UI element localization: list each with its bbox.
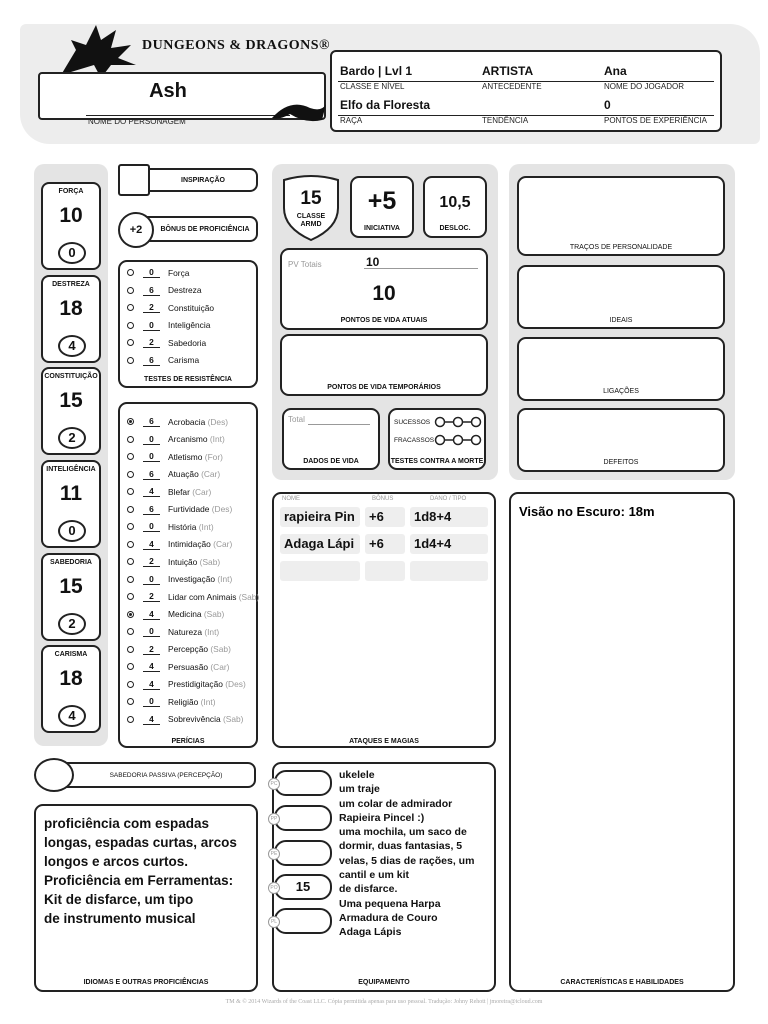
- hit-dice-label: DADOS DE VIDA: [303, 458, 359, 465]
- coin-field[interactable]: [274, 805, 332, 831]
- logo-text: DUNGEONS & DRAGONS®: [142, 38, 330, 53]
- proficiency-dot[interactable]: [127, 269, 134, 276]
- proficiency-dot[interactable]: [127, 628, 134, 635]
- personality-traits-label: TRAÇOS DE PERSONALIDADE: [569, 244, 673, 251]
- death-success-checkboxes[interactable]: [434, 415, 482, 427]
- skill-row[interactable]: [118, 466, 220, 483]
- proficiency-dot[interactable]: [127, 611, 134, 618]
- saving-throw-row[interactable]: [118, 264, 189, 281]
- proficiency-dot[interactable]: [127, 304, 134, 311]
- equipment-line: de disfarce.: [339, 883, 398, 896]
- ability-modifier[interactable]: 2: [58, 613, 86, 635]
- skill-value[interactable]: 6: [143, 504, 160, 515]
- skill-value[interactable]: 4: [143, 714, 160, 725]
- ability-score[interactable]: 18: [59, 667, 83, 690]
- equipment-line: ukelele: [339, 769, 375, 781]
- death-success-label: SUCESSOS: [394, 419, 431, 426]
- player-name-value[interactable]: Ana: [604, 64, 627, 78]
- equipment-line: um traje: [339, 783, 380, 796]
- attack-name-field[interactable]: [280, 561, 360, 581]
- skill-row[interactable]: [118, 448, 223, 465]
- skill-name: Religião: [168, 696, 199, 707]
- skills-title: PERÍCIAS: [171, 738, 205, 745]
- skill-attr: (Sab): [222, 714, 244, 724]
- equipment-line: dormir, duas fantasias, 5: [339, 840, 463, 853]
- proficiency-bonus-label: BÔNUS DE PROFICIÊNCIA: [160, 226, 250, 233]
- skill-attr: (Des): [211, 504, 233, 514]
- skill-name: Persuasão: [168, 661, 209, 672]
- proficiency-dot[interactable]: [127, 576, 134, 583]
- skill-value[interactable]: 0: [143, 696, 160, 707]
- saving-throw-row[interactable]: [118, 282, 202, 299]
- skill-name: Intuição: [168, 556, 198, 567]
- coin-field[interactable]: [274, 770, 332, 796]
- saving-throw-row[interactable]: [118, 299, 214, 316]
- initiative-value[interactable]: +5: [367, 187, 397, 215]
- ability-charisma: [41, 645, 101, 733]
- equipment-line: velas, 5 dias de rações, um: [339, 854, 475, 867]
- proficiency-dot[interactable]: [127, 488, 134, 495]
- skills-list: [118, 413, 258, 731]
- proficiency-dot[interactable]: [127, 322, 134, 329]
- skill-value[interactable]: 6: [143, 416, 160, 427]
- ability-modifier[interactable]: 4: [58, 335, 86, 357]
- attack-name-field[interactable]: Adaga Lápi: [280, 534, 360, 554]
- proficiency-dot[interactable]: [127, 357, 134, 364]
- attack-damage-field[interactable]: 1d4+4: [410, 534, 488, 554]
- attacks-box: [272, 492, 496, 748]
- attack-damage-field[interactable]: [410, 561, 488, 581]
- equipment-line: uma mochila, um saco de: [339, 826, 467, 839]
- saving-throw-value[interactable]: 6: [143, 285, 160, 296]
- alignment-label: TENDÊNCIA: [482, 116, 529, 125]
- ability-modifier[interactable]: 2: [58, 427, 86, 449]
- proficiencies-line: de instrumento musical: [44, 911, 196, 926]
- saving-throw-row[interactable]: [118, 352, 199, 369]
- skill-value[interactable]: 4: [143, 539, 160, 550]
- saving-throw-row[interactable]: [118, 317, 210, 334]
- skill-name: Arcanismo: [168, 434, 208, 444]
- skill-attr: (Sab): [203, 609, 225, 619]
- saving-throws-list: [118, 264, 258, 370]
- attack-col-name: NOME: [282, 496, 300, 502]
- skill-name: Percepção: [168, 644, 209, 654]
- saving-throws-title: TESTES DE RESISTÊNCIA: [144, 376, 232, 383]
- proficiency-dot[interactable]: [127, 646, 134, 653]
- background-label: ANTECEDENTE: [482, 82, 542, 91]
- skill-row[interactable]: [118, 536, 232, 553]
- skill-row[interactable]: [118, 693, 215, 710]
- skill-name: Sobrevivência: [168, 714, 221, 724]
- coin-label: PO: [268, 882, 280, 894]
- skill-value[interactable]: 0: [143, 521, 160, 532]
- skill-row[interactable]: [118, 483, 211, 500]
- saving-throw-value[interactable]: 2: [143, 302, 160, 313]
- skill-name: Natureza: [168, 626, 202, 637]
- skill-name: Blefar: [168, 486, 190, 497]
- skill-name: Investigação: [168, 574, 216, 584]
- ability-name: FORÇA: [58, 188, 84, 195]
- skill-row[interactable]: [118, 658, 229, 675]
- skill-value[interactable]: 2: [143, 591, 160, 602]
- skill-attr: (Sab): [199, 556, 221, 567]
- proficiencies-line: longas, espadas curtas, arcos: [44, 835, 237, 850]
- death-fail-checkboxes[interactable]: [434, 433, 482, 445]
- saving-throw-value[interactable]: 0: [143, 320, 160, 331]
- proficiency-dot[interactable]: [127, 698, 134, 705]
- skill-name: Acrobacia: [168, 416, 206, 427]
- skill-attr: (Car): [213, 539, 233, 549]
- ability-intelligence: [41, 460, 101, 548]
- proficiencies-line: Kit de disfarce, um tipo: [44, 892, 194, 907]
- skill-attr: (Des): [225, 679, 246, 689]
- proficiency-dot[interactable]: [127, 716, 134, 723]
- proficiency-dot[interactable]: [127, 436, 134, 443]
- ability-modifier[interactable]: 0: [58, 242, 86, 264]
- features-text[interactable]: Visão no Escuro: 18m: [519, 504, 655, 519]
- ability-score[interactable]: 11: [59, 482, 83, 505]
- proficiencies-text[interactable]: [44, 814, 237, 928]
- speed-label: DESLOC.: [439, 225, 471, 232]
- ability-constitution: [41, 367, 101, 455]
- skill-attr: (Int): [204, 626, 220, 637]
- skill-attr: (Int): [198, 521, 214, 532]
- ability-name: DESTREZA: [52, 281, 90, 288]
- hit-dice-total-line: [308, 424, 370, 425]
- skill-attr: (Int): [200, 696, 216, 707]
- ability-name: SABEDORIA: [49, 559, 92, 566]
- skill-row[interactable]: [118, 413, 228, 430]
- hit-dice-total-label: Total: [288, 415, 305, 424]
- skill-attr: (Car): [192, 486, 212, 497]
- proficiency-dot[interactable]: [127, 593, 134, 600]
- equipment-line: Armadura de Couro: [339, 911, 438, 924]
- skill-value[interactable]: 2: [143, 644, 160, 655]
- bonds-label: LIGAÇÕES: [603, 388, 639, 395]
- coin-label: PL: [268, 916, 280, 928]
- skill-value[interactable]: 2: [143, 556, 160, 567]
- hp-current-label: PONTOS DE VIDA ATUAIS: [340, 317, 428, 324]
- saving-throw-name: Carisma: [168, 355, 200, 365]
- attack-bonus-field[interactable]: +6: [365, 534, 405, 554]
- ability-dexterity: [41, 275, 101, 363]
- skill-name: Atuação: [168, 469, 199, 479]
- armor-class-label: CLASSE ARMD: [296, 213, 326, 228]
- class-level-label: CLASSE E NÍVEL: [340, 82, 405, 91]
- proficiency-dot[interactable]: [127, 681, 134, 688]
- skill-row[interactable]: [118, 623, 219, 640]
- skill-value[interactable]: 0: [143, 434, 160, 445]
- coins-column: [268, 770, 338, 940]
- xp-label: PONTOS DE EXPERIÊNCIA: [604, 116, 707, 125]
- class-level-value[interactable]: Bardo | Lvl 1: [340, 64, 413, 78]
- proficiencies-line: Proficiência em Ferramentas:: [44, 873, 234, 888]
- race-value[interactable]: Elfo da Floresta: [340, 98, 431, 112]
- skill-attr: (Des): [207, 416, 229, 427]
- equipment-line: Uma pequena Harpa: [339, 897, 441, 910]
- skill-row[interactable]: [118, 606, 224, 623]
- ideals-label: IDEAIS: [609, 317, 633, 324]
- character-name-line: [86, 115, 290, 116]
- skill-value[interactable]: 0: [143, 574, 160, 585]
- skill-attr: (Car): [201, 469, 221, 479]
- saving-throw-name: Inteligência: [168, 320, 211, 330]
- skill-value[interactable]: 4: [143, 609, 160, 620]
- equipment-line: um colar de admirador: [339, 797, 453, 810]
- skill-row[interactable]: [118, 518, 214, 535]
- attack-bonus-field[interactable]: +6: [365, 507, 405, 527]
- background-value[interactable]: ARTISTA: [482, 64, 534, 78]
- skill-row[interactable]: [118, 588, 259, 605]
- skill-row[interactable]: [118, 711, 243, 728]
- skill-value[interactable]: 0: [143, 626, 160, 637]
- ability-score[interactable]: 10: [59, 204, 83, 227]
- skill-attr: (For): [204, 451, 223, 462]
- coin-field[interactable]: [274, 908, 332, 934]
- ability-name: CARISMA: [54, 651, 88, 658]
- proficiencies-line: longos e arcos curtos.: [44, 854, 189, 869]
- ability-strength: [41, 182, 101, 270]
- hp-temp-label: PONTOS DE VIDA TEMPORÁRIOS: [327, 384, 441, 391]
- skill-value[interactable]: 6: [143, 469, 160, 480]
- player-name-label: NOME DO JOGADOR: [604, 82, 685, 91]
- attack-col-bonus: BÔNUS: [372, 496, 394, 502]
- skill-name: Furtividade: [168, 504, 210, 514]
- coin-label: PP: [268, 813, 280, 825]
- attack-damage-field[interactable]: 1d8+4: [410, 507, 488, 527]
- character-name-value[interactable]: Ash: [149, 80, 187, 102]
- attack-name-field[interactable]: rapieira Pin: [280, 507, 360, 527]
- skill-row[interactable]: [118, 676, 246, 693]
- hp-max-label: PV Totais: [288, 260, 322, 269]
- equipment-line: Rapieira Pincel :): [339, 811, 425, 824]
- equipment-line: cantil e um kit: [339, 869, 410, 882]
- footer-copyright: TM & © 2014 Wizards of the Coast LLC. Cópia permitida apenas para uso pessoal. Tradução: Johny Rehott | jmoreira@icloud.com: [225, 999, 543, 1005]
- equipment-title: EQUIPAMENTO: [358, 979, 410, 986]
- dragon-logo-icon: [56, 20, 146, 80]
- skill-row[interactable]: [118, 553, 220, 570]
- skill-attr: (Car): [210, 661, 230, 672]
- saving-throw-value[interactable]: 6: [143, 355, 160, 366]
- proficiency-dot[interactable]: [127, 287, 134, 294]
- ability-wisdom: [41, 553, 101, 641]
- skill-row[interactable]: [118, 571, 232, 588]
- ability-name: CONSTITUIÇÃO: [44, 373, 98, 380]
- features-box: [509, 492, 735, 992]
- equipment-line: Adaga Lápis: [339, 926, 402, 939]
- initiative-label: INICIATIVA: [364, 225, 400, 232]
- proficiency-dot[interactable]: [127, 453, 134, 460]
- death-saves-label: TESTES CONTRA A MORTE: [390, 458, 484, 465]
- skill-value[interactable]: 4: [143, 486, 160, 497]
- features-title: CARACTERÍSTICAS E HABILIDADES: [560, 979, 684, 986]
- skill-attr: (Int): [209, 434, 225, 444]
- passive-perception-circle[interactable]: [34, 758, 74, 792]
- saving-throw-value[interactable]: 0: [143, 267, 160, 278]
- attack-bonus-field[interactable]: [365, 561, 405, 581]
- equipment-text[interactable]: [339, 768, 474, 940]
- passive-perception-label: SABEDORIA PASSIVA (PERCEPÇÃO): [109, 772, 223, 779]
- saving-throw-row[interactable]: [118, 334, 206, 351]
- saving-throw-name: Sabedoria: [168, 337, 207, 348]
- attacks-title: ATAQUES E MAGIAS: [349, 738, 419, 745]
- hp-current-value[interactable]: 10: [372, 282, 396, 305]
- skill-row[interactable]: [118, 641, 231, 658]
- proficiency-dot[interactable]: [127, 541, 134, 548]
- coin-field[interactable]: 15: [274, 874, 332, 900]
- inspiration-label: INSPIRAÇÃO: [181, 177, 225, 184]
- skill-name: Medicina: [168, 609, 202, 619]
- saving-throw-name: Destreza: [168, 285, 202, 295]
- speed-value[interactable]: 10,5: [439, 194, 471, 211]
- proficiency-dot[interactable]: [127, 523, 134, 530]
- banner-tail-icon: [270, 96, 328, 126]
- inspiration-input[interactable]: [118, 164, 150, 196]
- coin-field[interactable]: [274, 840, 332, 866]
- ability-score[interactable]: 15: [59, 575, 83, 598]
- skill-attr: (Sab): [238, 591, 260, 602]
- skill-value[interactable]: 4: [143, 661, 160, 672]
- proficiencies-line: proficiência com espadas: [44, 816, 210, 831]
- race-label: RAÇA: [340, 116, 363, 125]
- skill-value[interactable]: 0: [143, 451, 160, 462]
- death-fail-label: FRACASSOS: [394, 437, 435, 444]
- skill-name: Prestidigitação: [168, 679, 223, 689]
- proficiency-dot[interactable]: [127, 339, 134, 346]
- skill-row[interactable]: [118, 501, 232, 518]
- skill-name: Atletismo: [168, 451, 203, 462]
- skill-value[interactable]: 4: [143, 679, 160, 690]
- proficiencies-title: IDIOMAS E OUTRAS PROFICIÊNCIAS: [83, 979, 209, 986]
- proficiency-dot[interactable]: [127, 558, 134, 565]
- hp-max-value[interactable]: 10: [366, 255, 380, 269]
- skill-name: Lidar com Animais: [168, 591, 237, 602]
- skill-attr: (Sab): [210, 644, 231, 654]
- character-name-label: NOME DO PERSONAGEM: [88, 117, 186, 126]
- coin-label: PC: [268, 778, 280, 790]
- proficiency-dot[interactable]: [127, 506, 134, 513]
- saving-throw-name: Força: [168, 267, 190, 278]
- skill-row[interactable]: [118, 431, 225, 448]
- hp-max-line: [364, 268, 478, 269]
- ability-score[interactable]: 15: [59, 389, 83, 412]
- coin-label: PE: [268, 848, 280, 860]
- ability-modifier[interactable]: 4: [58, 705, 86, 727]
- proficiency-bonus-circle[interactable]: +2: [118, 212, 154, 248]
- ability-modifier[interactable]: 0: [58, 520, 86, 542]
- proficiency-dot[interactable]: [127, 418, 134, 425]
- proficiency-dot[interactable]: [127, 471, 134, 478]
- proficiency-dot[interactable]: [127, 663, 134, 670]
- armor-class-value[interactable]: 15: [300, 188, 322, 209]
- ability-score[interactable]: 18: [59, 297, 83, 320]
- ability-name: INTELIGÊNCIA: [46, 466, 96, 473]
- attack-col-damage: DANO / TIPO: [430, 496, 467, 502]
- xp-value[interactable]: 0: [604, 98, 611, 112]
- skill-name: Intimidação: [168, 539, 211, 549]
- skill-attr: (Int): [217, 574, 233, 584]
- flaws-label: DEFEITOS: [603, 459, 639, 466]
- saving-throw-value[interactable]: 2: [143, 337, 160, 348]
- skill-name: História: [168, 521, 197, 532]
- saving-throw-name: Constituição: [168, 302, 215, 313]
